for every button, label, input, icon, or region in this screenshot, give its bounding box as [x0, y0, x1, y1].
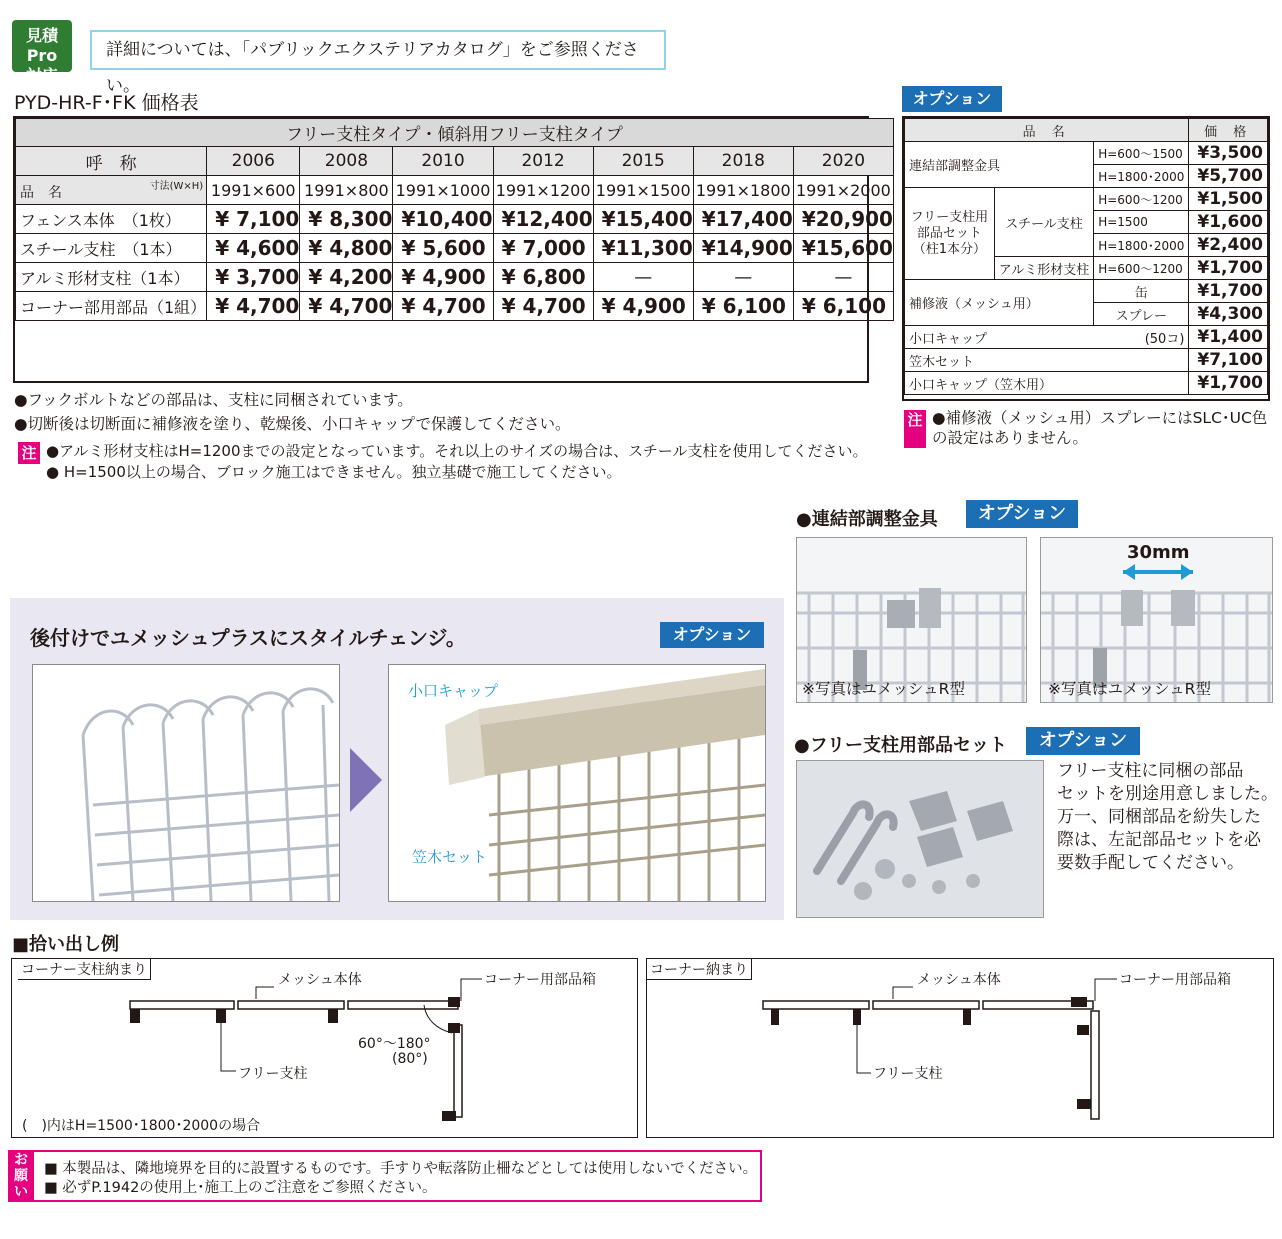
option-table [902, 116, 1270, 401]
label-corner-box: コーナー用部品箱 [484, 972, 596, 988]
dim-0: 1991×600 [207, 176, 300, 205]
label-free-post-2: フリー支柱 [873, 1066, 943, 1082]
label-kasagi-set: 笠木セット [412, 848, 488, 866]
dim-6: 1991×2000 [793, 176, 893, 205]
price-cell: ¥ 4,800 [300, 234, 393, 263]
price-cell: ¥ 3,700 [207, 263, 300, 292]
price-cell: ¥ 6,100 [693, 292, 793, 321]
opt-price: ¥1,700 [1189, 257, 1268, 280]
note-2: ●切断後は切断面に補修液を塗り、乾燥後、小口キャップで保護してください。 [14, 415, 571, 433]
opt-cell: H=1800･2000 [1094, 165, 1189, 188]
parts-desc-line: 万一、同梱部品を紛失した [1057, 807, 1261, 827]
caution-2: ● H=1500以上の場合、ブロック施工はできません。独立基礎で施工してください。 [46, 463, 622, 481]
table-row [16, 234, 894, 263]
table-row [905, 188, 1268, 211]
dim-1: 1991×800 [300, 176, 393, 205]
parts-illustration [797, 761, 1043, 917]
label-angle: 60°～180° [358, 1036, 431, 1052]
dim-30mm: 30mm [1127, 542, 1190, 563]
note-1: ●フックボルトなどの部品は、支柱に同梱されています。 [14, 391, 413, 409]
dim-4: 1991×1500 [593, 176, 693, 205]
opt-steel: スチール支柱 [994, 188, 1093, 257]
dim-5: 1991×1800 [693, 176, 793, 205]
price-table [13, 116, 893, 383]
price-cell: ¥ 4,700 [493, 292, 593, 321]
opt-price: ¥2,400 [1189, 234, 1268, 257]
option-caution-mark: 注 [904, 410, 926, 448]
price-cell: ¥ 4,900 [593, 292, 693, 321]
opt-free-set: フリー支柱用部品セット（柱1本分） [905, 188, 995, 280]
option-caution: ●補修液（メッシュ用）スプレーにはSLC･UC色の設定はありません。 [932, 409, 1268, 447]
price-cell: ¥ 4,900 [393, 263, 493, 292]
table-row [16, 205, 894, 234]
parts-desc-line: セットを別途用意しました。 [1057, 784, 1278, 804]
code-5: 2018 [693, 147, 793, 176]
opt-price: ¥7,100 [1189, 349, 1268, 372]
opt-price: ¥1,500 [1189, 188, 1268, 211]
renketsu-badge: オプション [966, 500, 1078, 528]
price-cell: ¥ 4,700 [207, 292, 300, 321]
opt-price: ¥1,700 [1189, 372, 1268, 395]
opt-price: ¥1,400 [1189, 326, 1268, 349]
parts-desc-line: 際は、左記部品セットを必 [1057, 830, 1261, 850]
opt-cell: H=1800･2000 [1094, 234, 1189, 257]
opt-cell: H=600～1200 [1094, 257, 1189, 280]
table-row [905, 372, 1268, 395]
parts-badge: オプション [1026, 727, 1140, 755]
price-cell: ¥ 7,100 [207, 205, 300, 234]
opt-price: ¥1,600 [1189, 211, 1268, 234]
price-cell: — [593, 263, 693, 292]
label-corner-box-2: コーナー用部品箱 [1119, 972, 1231, 988]
label-mesh-2: メッシュ本体 [917, 972, 1001, 988]
opt-cell: 缶 [1094, 280, 1189, 303]
style-change-title: 後付けでユメッシュプラスにスタイルチェンジ。 [30, 626, 466, 650]
dim-2: 1991×1000 [393, 176, 493, 205]
price-cell: ¥10,400 [393, 205, 493, 234]
row-label: コーナー部用部品（1組） [16, 292, 207, 321]
price-cell: ¥20,900 [793, 205, 893, 234]
price-cell: ¥12,400 [493, 205, 593, 234]
price-cell: ¥11,300 [593, 234, 693, 263]
opt-hdr-name: 品 名 [905, 119, 1189, 142]
mitsumori-pro-badge [12, 20, 72, 85]
row-label: スチール支柱 （1本） [16, 234, 207, 263]
type-header: フリー支柱タイプ・傾斜用フリー支柱タイプ [16, 119, 894, 147]
opt-kasagi: 笠木セット [905, 349, 1189, 372]
label-koguchi-cap: 小口キャップ [408, 682, 499, 700]
badge-line2: 対応 [25, 66, 58, 85]
price-cell: ¥ 5,600 [393, 234, 493, 263]
arrow-right-icon [350, 748, 382, 812]
call-label: 呼 称 [16, 147, 207, 176]
request-label: お願い [8, 1150, 34, 1202]
name-label: 品 名 [20, 185, 62, 201]
opt-cap: 小口キャップ [905, 326, 1094, 349]
dim-3: 1991×1200 [493, 176, 593, 205]
photo-note-1: ※写真はユメッシュR型 [802, 680, 965, 698]
opt-alumi: アルミ形材支柱 [994, 257, 1093, 280]
table-row [905, 349, 1268, 372]
caution-mark: 注 [18, 442, 40, 464]
diagram-corner [646, 958, 1274, 1138]
badge-line1: 見積Pro [25, 26, 58, 65]
photo-note-2: ※写真はユメッシュR型 [1048, 680, 1211, 698]
parts-description [1057, 760, 1278, 875]
opt-hoshu: 補修液（メッシュ用） [905, 280, 1094, 326]
parts-title: ●フリー支柱用部品セット [794, 735, 1007, 756]
table-row [16, 263, 894, 292]
price-grid [15, 118, 894, 321]
code-0: 2006 [207, 147, 300, 176]
opt-cap2: 小口キャップ（笠木用） [905, 372, 1189, 395]
opt-cell: H=1500 [1094, 211, 1189, 234]
price-cell: ¥14,900 [693, 234, 793, 263]
name-dim-header [16, 176, 207, 205]
label-free-post: フリー支柱 [238, 1066, 308, 1082]
price-cell: — [793, 263, 893, 292]
request-line-2: ■ 必ずP.1942の使用上･施工上のご注意をご参照ください。 [44, 1180, 437, 1196]
renketsu-title: ●連結部調整金具 [796, 509, 938, 530]
style-change-badge: オプション [660, 622, 764, 648]
example-title: ■拾い出し例 [12, 934, 120, 955]
price-cell: ¥ 4,200 [300, 263, 393, 292]
opt-price: ¥4,300 [1189, 303, 1268, 326]
code-3: 2012 [493, 147, 593, 176]
table-row [16, 292, 894, 321]
mesh-roll-top-illustration [33, 665, 339, 901]
opt-renketsu: 連結部調整金具 [905, 142, 1094, 188]
diagram-footnote: ( )内はH=1500･1800･2000の場合 [22, 1118, 261, 1134]
price-cell: ¥15,400 [593, 205, 693, 234]
price-cell: ¥ 4,700 [300, 292, 393, 321]
table-row [905, 280, 1268, 303]
price-cell: — [693, 263, 793, 292]
parts-photo [796, 760, 1044, 918]
caution-1: ●アルミ形材支柱はH=1200までの設定となっています。それ以上のサイズの場合は、スチール支柱を使用してください。 [46, 442, 868, 460]
price-cell: ¥15,600 [793, 234, 893, 263]
before-photo [32, 664, 340, 902]
page-title: PYD-HR-F･FK 価格表 [14, 92, 199, 114]
code-2: 2010 [393, 147, 493, 176]
opt-price: ¥1,700 [1189, 280, 1268, 303]
corner-post-title: コーナー支柱納まり [18, 959, 151, 980]
label-angle-alt: (80°) [392, 1051, 428, 1067]
diagram-corner-post [11, 958, 638, 1138]
option-badge: オプション [902, 86, 1002, 112]
dim-label: 寸法(W×H) [149, 181, 204, 192]
row-label: フェンス本体 （1枚） [16, 205, 207, 234]
opt-cell: H=600～1500 [1094, 142, 1189, 165]
parts-desc-line: 要数手配してください。 [1057, 853, 1244, 873]
opt-cell: スプレー [1094, 303, 1189, 326]
opt-price: ¥5,700 [1189, 165, 1268, 188]
price-cell: ¥ 4,700 [393, 292, 493, 321]
price-cell: ¥17,400 [693, 205, 793, 234]
table-row [905, 142, 1268, 165]
opt-cell: H=600～1200 [1094, 188, 1189, 211]
opt-cell: (50コ) [1094, 326, 1189, 349]
code-1: 2008 [300, 147, 393, 176]
price-cell: ¥ 4,600 [207, 234, 300, 263]
price-cell: ¥ 8,300 [300, 205, 393, 234]
opt-hdr-price: 価 格 [1189, 119, 1268, 142]
price-cell: ¥ 6,100 [793, 292, 893, 321]
code-4: 2015 [593, 147, 693, 176]
request-line-1: ■ 本製品は、隣地境界を目的に設置するものです。手すりや転落防止柵などとしては使用しないでください。 [44, 1161, 758, 1177]
catalog-reference: 詳細については、「パブリックエクステリアカタログ」をご参照ください。 [90, 30, 666, 70]
corner-title: コーナー納まり [647, 959, 752, 980]
opt-price: ¥3,500 [1189, 142, 1268, 165]
row-label: アルミ形材支柱（1本） [16, 263, 207, 292]
table-row [905, 326, 1268, 349]
price-cell: ¥ 6,800 [493, 263, 593, 292]
code-6: 2020 [793, 147, 893, 176]
price-cell: ¥ 7,000 [493, 234, 593, 263]
parts-desc-line: フリー支柱に同梱の部品 [1057, 761, 1244, 781]
label-mesh: メッシュ本体 [278, 972, 362, 988]
option-grid [904, 118, 1268, 395]
